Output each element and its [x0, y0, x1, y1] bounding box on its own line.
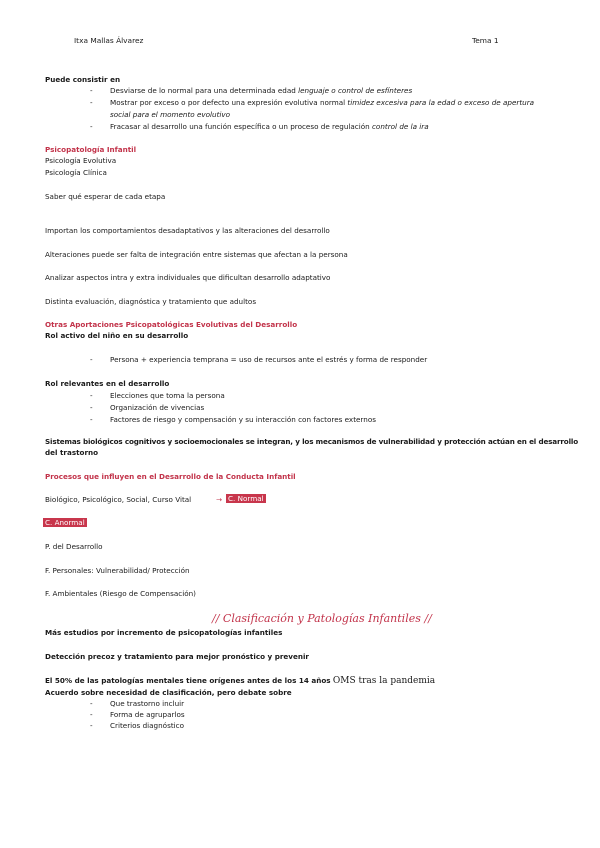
section-title-clasificacion: // Clasificación y Patologías Infantiles //: [212, 612, 432, 625]
clasif-item: Que trastorno incluir: [110, 699, 185, 708]
bullet-dash: -: [90, 403, 93, 412]
sistemas-line: Sistemas biológicos cognitivos y socioemocionales se integran, y los mecanismos de vulnerabilidad y protección actúan en el desarrollo: [45, 437, 579, 446]
bullet-dash: -: [90, 355, 93, 364]
intro-item-example: control de la ira: [371, 122, 429, 131]
intro-item-example: timidez excesiva para la edad o exceso de apertura: [347, 98, 535, 107]
rol-item: Factores de riesgo y compensación y su interacción con factores externos: [110, 415, 376, 424]
otras-item: Persona + experiencia temprana = uso de recursos ante el estrés y forma de responder: [110, 355, 428, 364]
clasif-line: Acuerdo sobre necesidad de clasificación, pero debate sobre: [45, 688, 292, 697]
intro-item-example-cont: social para el momento evolutivo: [110, 110, 231, 119]
p-desarrollo-line: P. del Desarrollo: [45, 542, 103, 551]
arrow-icon: →: [216, 495, 223, 504]
intro-item-text: Mostrar por exceso o por defecto una expresión evolutiva normal: [110, 98, 348, 107]
rol-activo-line: Rol activo del niño en su desarrollo: [45, 331, 189, 340]
rol-relevantes-line: Rol relevantes en el desarrollo: [45, 379, 170, 388]
f-ambientales-line: F. Ambientales (Riesgo de Compensación): [45, 589, 196, 598]
bullet-dash: -: [90, 415, 93, 424]
section-title-psicopatologia: Psicopatología Infantil: [45, 145, 137, 154]
paragraph: Analizar aspectos intra y extra individuales que dificultan desarrollo adaptativo: [45, 273, 331, 282]
paragraph: Distinta evaluación, diagnóstica y tratamiento que adultos: [45, 297, 257, 306]
f-personales-line: F. Personales: Vulnerabilidad/ Protección: [45, 566, 190, 575]
author-name: Itxa Mallas Álvarez: [74, 36, 144, 45]
intro-item-text: Fracasar al desarrollo una función específica o un proceso de regulación: [110, 122, 372, 131]
intro-item-text: Desviarse de lo normal para una determinada edad: [110, 86, 299, 95]
intro-lead: Puede consistir en: [45, 75, 121, 84]
c-normal-label: C. Normal: [228, 494, 264, 503]
clasif-stat: El 50% de las patologías mentales tiene orígenes antes de los 14 años: [45, 676, 331, 685]
section-title-procesos: Procesos que influyen en el Desarrollo de la Conducta Infantil: [45, 472, 296, 481]
clasif-line: Más estudios por incremento de psicopatologías infantiles: [45, 628, 283, 637]
intro-item: [110, 122, 429, 131]
intro-item: [110, 98, 534, 107]
clasif-line: [45, 676, 435, 686]
intro-item: [110, 86, 412, 95]
psico-line: Psicología Evolutiva: [45, 156, 117, 165]
clasif-item: Forma de agruparlos: [110, 710, 185, 719]
curso-line: Biológico, Psicológico, Social, Curso Vital: [45, 495, 192, 504]
rol-item: Organización de vivencias: [110, 403, 205, 412]
c-anormal-label: C. Anormal: [45, 518, 85, 527]
topic-label: Tema 1: [472, 36, 499, 45]
clasif-line: Detección precoz y tratamiento para mejor pronóstico y prevenir: [45, 652, 309, 661]
clasif-note: OMS tras la pandemia: [332, 676, 436, 686]
c-anormal-tag: [43, 518, 87, 527]
psico-line: Psicología Clínica: [45, 168, 107, 177]
bullet-dash: -: [90, 98, 93, 107]
rol-item: Elecciones que toma la persona: [110, 391, 225, 400]
c-normal-tag: [226, 494, 266, 503]
intro-item-example: lenguaje o control de esfínteres: [298, 86, 413, 95]
bullet-dash: -: [90, 86, 93, 95]
bullet-dash: -: [90, 699, 93, 708]
section-title-otras: Otras Aportaciones Psicopatológicas Evolutivas del Desarrollo: [45, 320, 298, 329]
bullet-dash: -: [90, 391, 93, 400]
paragraph: Importan los comportamientos desadaptativos y las alteraciones del desarrollo: [45, 226, 330, 235]
bullet-dash: -: [90, 710, 93, 719]
bullet-dash: -: [90, 721, 93, 730]
saber-line: Saber qué esperar de cada etapa: [45, 192, 166, 201]
paragraph: Alteraciones puede ser falta de integración entre sistemas que afectan a la persona: [45, 250, 348, 259]
bullet-dash: -: [90, 122, 93, 131]
sistemas-line-cont: del trastorno: [45, 448, 99, 457]
clasif-item: Criterios diagnóstico: [110, 721, 184, 730]
